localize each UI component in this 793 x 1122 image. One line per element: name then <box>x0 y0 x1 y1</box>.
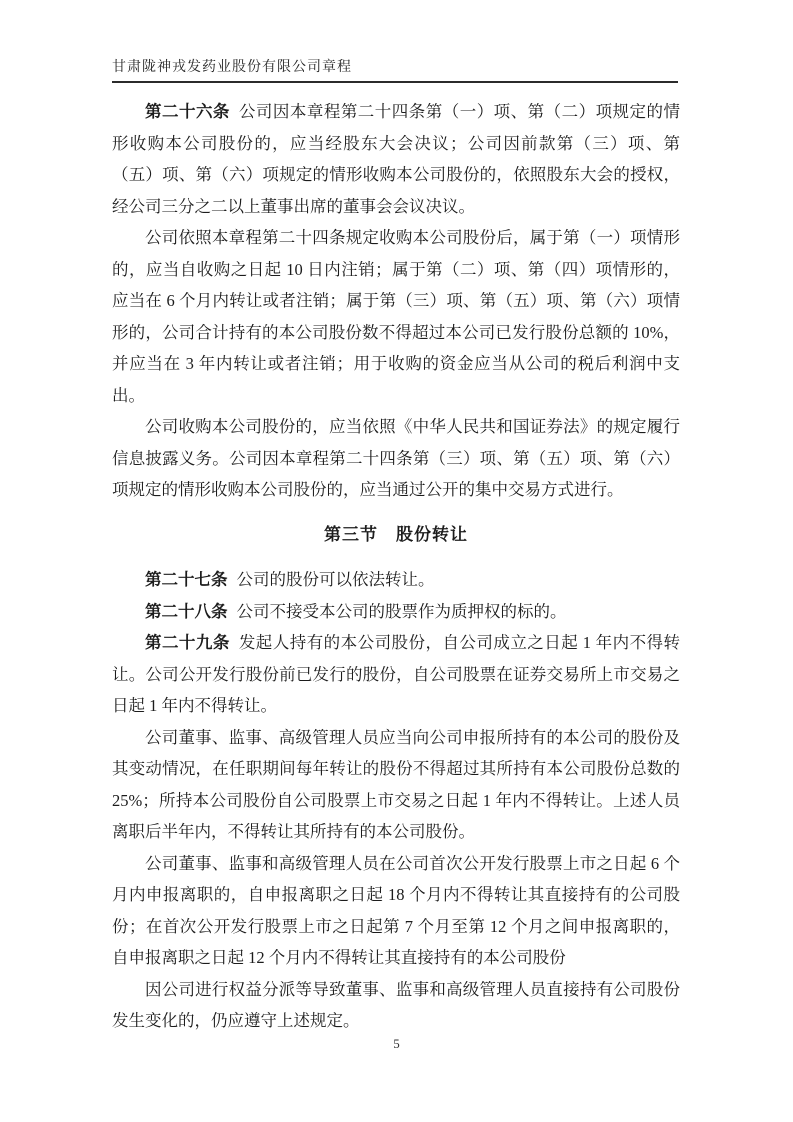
paragraph-text: 因公司进行权益分派等导致董事、监事和高级管理人员直接持有公司股份发生变化的，仍应遵守上述规定。 <box>112 979 680 1030</box>
paragraph-text: 公司董事、监事和高级管理人员在公司首次公开发行股票上市之日起 6 个月内申报离职的，自申报离职之日起 18 个月内不得转让其直接持有的公司股份；在首次公开发行股票上市之日起第 7 个月至第 12 个月之间申报离职的，自申报离职之日起 12 个月内不得转让其直接持有的本公司股份 <box>112 853 680 967</box>
paragraph-disclosure-obligation <box>112 411 680 506</box>
header-title: 甘肃陇神戎发药业股份有限公司章程 <box>112 60 352 75</box>
article-28-number: 第二十八条 <box>145 601 228 621</box>
paragraph-text: 公司因本章程第二十四条第（一）项、第（二）项规定的情形收购本公司股份的，应当经股东大会决议；公司因前款第（三）项、第（五）项、第（六）项规定的情形收购本公司股份的，依照股东大会的授权，经公司三分之二以上董事出席的董事会会议决议。 <box>112 102 681 216</box>
paragraph-text: 公司依照本章程第二十四条规定收购本公司股份后，属于第（一）项情形的，应当自收购之日起 10 日内注销；属于第（二）项、第（四）项情形的，应当在 6 个月内转让或者注销；属于第（三）项、第（五）项、第（六）项情形的，公司合计持有的本公司股份数不得超过本公司已发行股份总额的 10%，并应当在 3 年内转让或者注销；用于收购的资金应当从公司的税后利润中支出。 <box>112 228 680 405</box>
article-26-number: 第二十六条 <box>145 102 230 121</box>
paragraph-article-28 <box>112 596 680 628</box>
paragraph-article-29 <box>112 627 680 722</box>
paragraph-repurchase-handling <box>112 222 680 411</box>
article-29-number: 第二十九条 <box>145 633 230 652</box>
page-number: 5 <box>393 1036 400 1051</box>
paragraph-article-27 <box>112 564 680 596</box>
paragraph-text: 公司董事、监事、高级管理人员应当向公司申报所持有的本公司的股份及其变动情况，在任职期间每年转让的股份不得超过其所持有本公司股份总数的 25%；所持本公司股份自公司股票上市交易之日起 1 年内不得转让。上述人员离职后半年内，不得转让其所持有的本公司股份。 <box>112 727 680 841</box>
document-body <box>112 96 680 1037</box>
document-footer <box>0 1036 793 1052</box>
paragraph-text: 公司收购本公司股份的，应当依照《中华人民共和国证券法》的规定履行信息披露义务。公司因本章程第二十四条第（三）项、第（五）项、第（六）项规定的情形收购本公司股份的，应当通过公开的集中交易方式进行。 <box>112 417 680 499</box>
paragraph-officer-resignation-lockup <box>112 848 680 974</box>
paragraph-officer-share-declaration <box>112 722 680 848</box>
document-header <box>112 56 678 83</box>
paragraph-text: 公司的股份可以依法转让。 <box>236 570 435 589</box>
section-heading-share-transfer: 第三节 股份转让 <box>324 524 468 544</box>
paragraph-text: 发起人持有的本公司股份，自公司成立之日起 1 年内不得转让。公司公开发行股份前已发行的股份，自公司股票在证券交易所上市交易之日起 1 年内不得转让。 <box>112 633 681 715</box>
article-27-number: 第二十七条 <box>145 570 228 589</box>
paragraph-text: 公司不接受本公司的股票作为质押权的标的。 <box>236 601 567 621</box>
paragraph-equity-distribution-rule <box>112 974 680 1037</box>
paragraph-article-26 <box>112 96 680 222</box>
